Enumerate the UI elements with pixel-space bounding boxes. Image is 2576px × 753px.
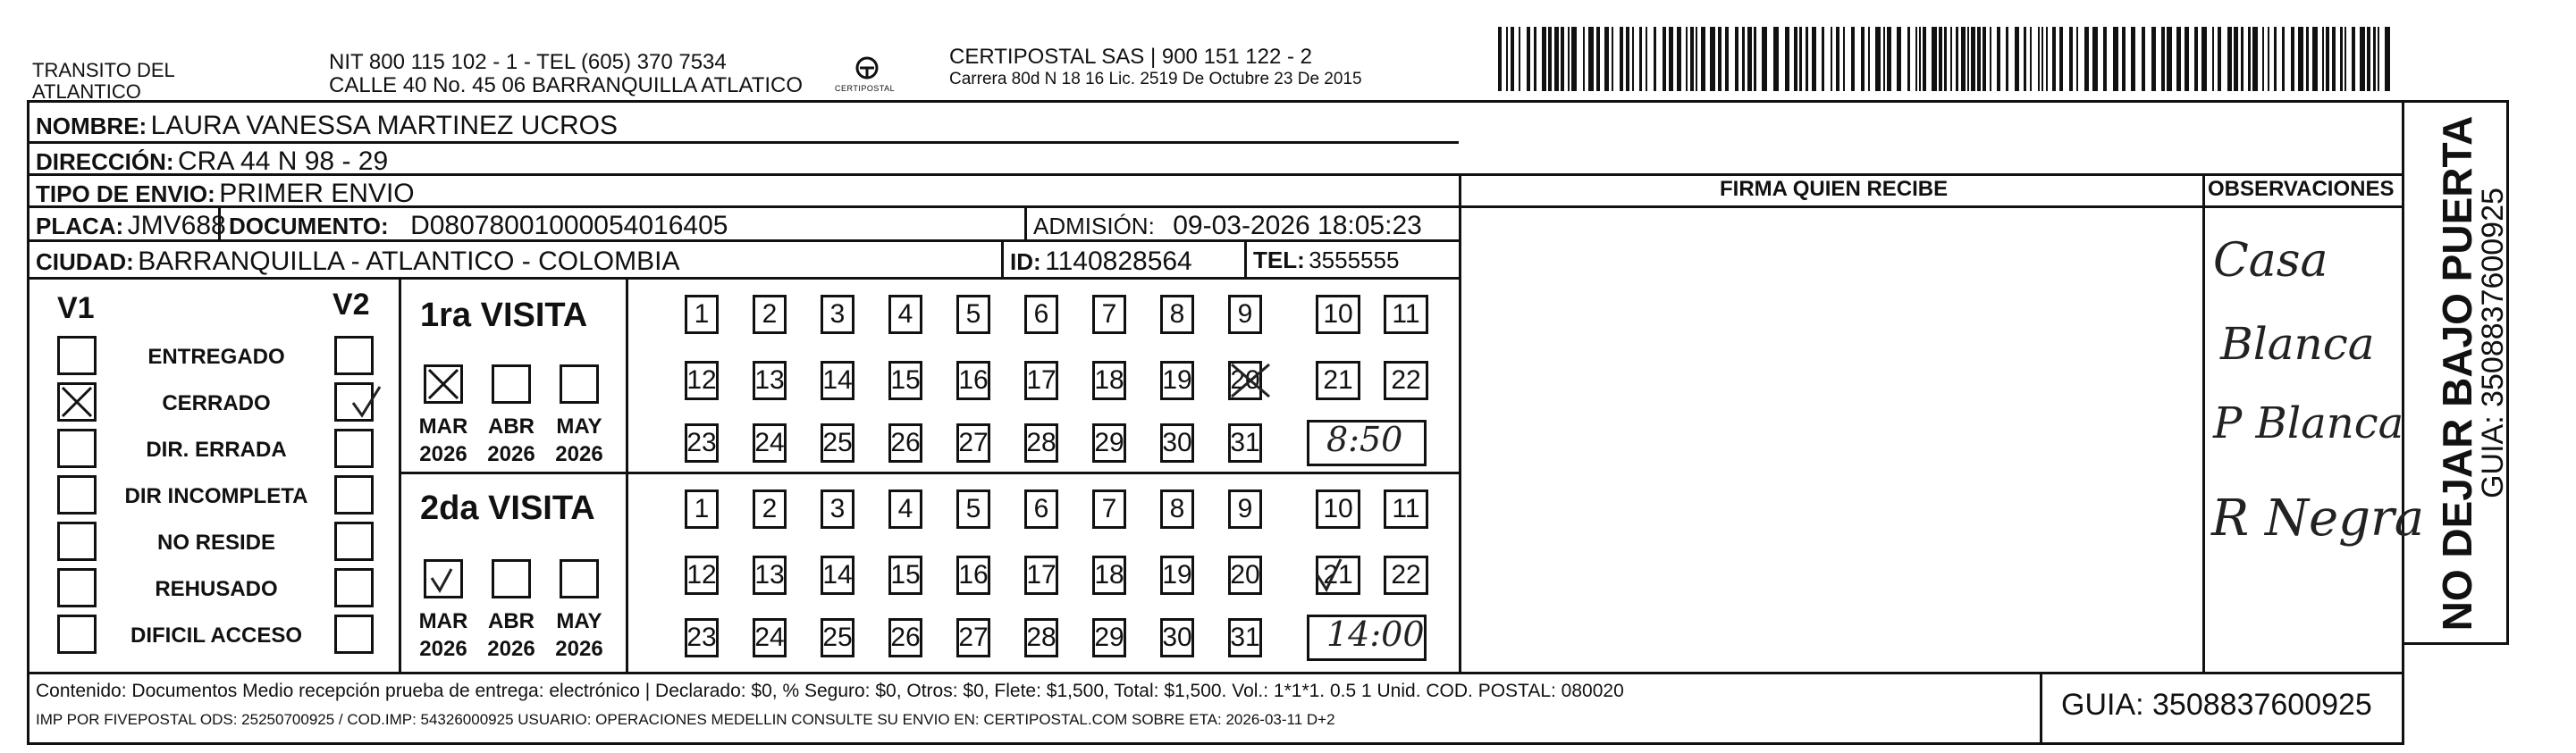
day-box[interactable]: 19: [1160, 556, 1194, 595]
day-box[interactable]: 25: [821, 618, 854, 657]
org-name-line1: TRANSITO DEL: [32, 59, 175, 81]
day-box[interactable]: 5: [956, 295, 990, 334]
day-box[interactable]: 11: [1384, 295, 1428, 334]
v1-checkbox[interactable]: [57, 522, 97, 561]
observation-note-1: Casa: [2213, 234, 2328, 288]
direccion-value: CRA 44 N 98 - 29: [178, 146, 389, 176]
day-box[interactable]: 23: [685, 423, 719, 463]
org-name-line2: ATLANTICO: [32, 80, 141, 103]
month-name: MAR: [418, 414, 468, 439]
day-box[interactable]: 22: [1384, 556, 1428, 595]
documento-label: DOCUMENTO:: [229, 213, 389, 239]
signature-area[interactable]: [1462, 209, 2201, 670]
tel-value: 3555555: [1309, 247, 1400, 273]
placa-row: [36, 211, 226, 241]
day-box[interactable]: 15: [888, 556, 922, 595]
day-box[interactable]: 7: [1092, 295, 1126, 334]
company-name: CERTIPOSTAL SAS | 900 151 122 - 2: [949, 45, 1312, 69]
company-license: Carrera 80d N 18 16 Lic. 2519 De Octubre 23 De 2015: [949, 70, 1362, 88]
day-box[interactable]: 30: [1160, 423, 1194, 463]
month-label: [552, 607, 606, 663]
month-year: 2026: [419, 637, 467, 661]
day-cross-mark: [1228, 361, 1273, 405]
status-option-label: REHUSADO: [155, 577, 278, 601]
footer-guia: GUIA: 3508837600925: [2061, 688, 2372, 722]
day-box[interactable]: 5: [956, 489, 990, 529]
admision-row: [1033, 211, 1422, 241]
v2-checkbox[interactable]: [334, 615, 374, 654]
day-box[interactable]: 20: [1228, 556, 1262, 595]
day-box[interactable]: 13: [753, 361, 787, 400]
day-box[interactable]: 23: [685, 618, 719, 657]
nombre-label: NOMBRE:: [36, 113, 147, 139]
day-box[interactable]: 24: [753, 423, 787, 463]
day-box[interactable]: 15: [888, 361, 922, 400]
v1-checkbox[interactable]: [57, 615, 97, 654]
admision-value: 09-03-2026 18:05:23: [1173, 211, 1422, 240]
footer-contenido: Contenido: Documentos Medio recepción prueba de entrega: electrónico | Declarado: $0, % Seguro: $0, Otros: $0, Flete: $1,500, Total: $1,500. Vol.: 1*1*1. 0.5 1 Unid. COD. POSTAL: 080020: [36, 681, 1624, 701]
day-box[interactable]: 26: [888, 423, 922, 463]
day-box[interactable]: 22: [1384, 361, 1428, 400]
tel-row: [1253, 247, 1399, 274]
visit-time: 8:50: [1326, 420, 1403, 459]
v1-checkbox[interactable]: [57, 336, 97, 375]
day-box[interactable]: 9: [1228, 489, 1262, 529]
month-name: MAY: [556, 609, 602, 633]
day-box[interactable]: 2: [753, 295, 787, 334]
day-box[interactable]: 27: [956, 423, 990, 463]
day-box[interactable]: 16: [956, 361, 990, 400]
month-year: 2026: [419, 442, 467, 466]
nombre-value: LAURA VANESSA MARTINEZ UCROS: [150, 111, 619, 140]
v2-checkbox[interactable]: [334, 429, 374, 468]
v2-checkbox[interactable]: [334, 522, 374, 561]
month-label: [417, 607, 470, 663]
direccion-row: [36, 146, 388, 177]
month-label: [484, 413, 538, 468]
observaciones-label: OBSERVACIONES: [2208, 177, 2395, 201]
tipo-envio-label: TIPO DE ENVIO:: [36, 180, 215, 207]
day-box[interactable]: 14: [821, 361, 854, 400]
day-box[interactable]: 11: [1384, 489, 1428, 529]
day-box[interactable]: 6: [1024, 295, 1058, 334]
day-box[interactable]: 12: [685, 556, 719, 595]
day-box[interactable]: 31: [1228, 423, 1262, 463]
status-option-label: CERRADO: [162, 391, 271, 415]
nit-phone: NIT 800 115 102 - 1 - TEL (605) 370 7534: [329, 50, 727, 74]
day-check-mark: [1316, 556, 1360, 599]
month-checkbox[interactable]: [492, 364, 531, 404]
day-box[interactable]: 9: [1228, 295, 1262, 334]
sender-address: CALLE 40 No. 45 06 BARRANQUILLA ATLATICO: [329, 73, 804, 97]
day-box[interactable]: 18: [1092, 556, 1126, 595]
day-box[interactable]: 6: [1024, 489, 1058, 529]
v2-checkbox[interactable]: [334, 382, 374, 422]
day-box[interactable]: 10: [1316, 295, 1360, 334]
day-box[interactable]: 16: [956, 556, 990, 595]
day-box[interactable]: 28: [1024, 618, 1058, 657]
day-box[interactable]: 12: [685, 361, 719, 400]
admision-label: ADMISIÓN:: [1033, 213, 1155, 239]
id-value: 1140828564: [1045, 247, 1192, 276]
day-box[interactable]: 30: [1160, 618, 1194, 657]
placa-value: JMV688: [127, 211, 226, 240]
month-year: 2026: [555, 637, 603, 661]
documento-row: [229, 211, 728, 241]
v1-checkbox[interactable]: [57, 475, 97, 515]
observation-note-2: Blanca: [2220, 318, 2375, 370]
day-box[interactable]: 19: [1160, 361, 1194, 400]
ciudad-label: CIUDAD:: [36, 248, 134, 275]
day-box[interactable]: 2: [753, 489, 787, 529]
visit-1-title: 1ra VISITA: [420, 297, 588, 334]
tipo-envio-value: PRIMER ENVIO: [219, 179, 415, 208]
visit-time: 14:00: [1326, 615, 1425, 654]
v1-checkbox[interactable]: [57, 568, 97, 607]
status-option-label: DIFICIL ACCESO: [130, 623, 302, 648]
month-name: MAY: [556, 414, 602, 439]
month-label: [484, 607, 538, 663]
tel-label: TEL:: [1253, 247, 1305, 273]
day-box[interactable]: 31: [1228, 618, 1262, 657]
day-box[interactable]: 17: [1024, 556, 1058, 595]
day-box[interactable]: 21: [1316, 361, 1360, 400]
v2-checkbox[interactable]: [334, 336, 374, 375]
month-year: 2026: [487, 442, 535, 466]
logo-text: CERTIPOSTAL: [835, 84, 896, 93]
month-label: [417, 413, 470, 468]
month-name: ABR: [488, 609, 535, 633]
visit-2-title: 2da VISITA: [420, 489, 595, 527]
day-box[interactable]: 10: [1316, 489, 1360, 529]
nombre-row: [36, 111, 618, 141]
id-row: [1010, 247, 1192, 277]
day-box[interactable]: 1: [685, 489, 719, 529]
month-checkbox[interactable]: [560, 364, 599, 404]
month-checkbox[interactable]: [560, 559, 599, 598]
month-name: MAR: [418, 609, 468, 633]
day-box[interactable]: 26: [888, 618, 922, 657]
documento-value: D08078001000054016405: [410, 211, 728, 240]
footer-imp: IMP POR FIVEPOSTAL ODS: 25250700925 / COD.IMP: 54326000925 USUARIO: OPERACIONES MEDELLIN CONSULTE SU ENVIO EN: CERTIPOSTAL.COM SOBRE ETA: 2026-03-11 D+2: [36, 711, 1335, 728]
day-box[interactable]: 29: [1092, 423, 1126, 463]
side-guia-text: GUIA: 3508837600925: [2476, 188, 2510, 498]
barcode: [1498, 27, 2394, 91]
day-box[interactable]: 25: [821, 423, 854, 463]
v2-checkbox[interactable]: [334, 568, 374, 607]
v1-checkbox[interactable]: [57, 382, 97, 422]
day-box[interactable]: 8: [1160, 489, 1194, 529]
day-box[interactable]: 14: [821, 556, 854, 595]
v2-header: V2: [333, 288, 370, 322]
day-box[interactable]: 28: [1024, 423, 1058, 463]
day-box[interactable]: 4: [888, 295, 922, 334]
month-checkbox[interactable]: [424, 559, 463, 598]
month-year: 2026: [487, 637, 535, 661]
day-box[interactable]: 27: [956, 618, 990, 657]
month-name: ABR: [488, 414, 535, 439]
status-option-label: NO RESIDE: [156, 531, 276, 555]
day-box[interactable]: 13: [753, 556, 787, 595]
day-box[interactable]: 7: [1092, 489, 1126, 529]
direccion-label: DIRECCIÓN:: [36, 148, 174, 175]
month-checkbox[interactable]: [424, 364, 463, 404]
month-year: 2026: [555, 442, 603, 466]
status-option-label: ENTREGADO: [147, 345, 285, 369]
status-option-label: DIR INCOMPLETA: [124, 484, 308, 508]
observation-note-3: P Blanca: [2213, 398, 2404, 448]
v1-checkbox[interactable]: [57, 429, 97, 468]
v2-checkbox[interactable]: [334, 475, 374, 515]
day-box[interactable]: 29: [1092, 618, 1126, 657]
v1-header: V1: [57, 291, 95, 325]
tipo-envio-row: [36, 179, 415, 209]
day-box[interactable]: 4: [888, 489, 922, 529]
placa-label: PLACA:: [36, 213, 124, 239]
side-warning-text: NO DEJAR BAJO PUERTA: [2434, 115, 2480, 632]
certipostal-logo: [831, 50, 903, 102]
day-box[interactable]: 1: [685, 295, 719, 334]
day-box[interactable]: 18: [1092, 361, 1126, 400]
ciudad-row: [36, 247, 679, 277]
observation-note-4: R Negra: [2211, 489, 2425, 548]
month-label: [552, 413, 606, 468]
id-label: ID:: [1010, 248, 1041, 275]
day-box[interactable]: 24: [753, 618, 787, 657]
day-box[interactable]: 3: [821, 489, 854, 529]
status-option-label: DIR. ERRADA: [146, 438, 287, 462]
ciudad-value: BARRANQUILLA - ATLANTICO - COLOMBIA: [138, 247, 680, 276]
day-box[interactable]: 20: [1228, 361, 1262, 400]
firma-label: FIRMA QUIEN RECIBE: [1720, 177, 1949, 201]
day-box[interactable]: 8: [1160, 295, 1194, 334]
month-checkbox[interactable]: [492, 559, 531, 598]
day-box[interactable]: 17: [1024, 361, 1058, 400]
day-box[interactable]: 21: [1316, 556, 1360, 595]
day-box[interactable]: 3: [821, 295, 854, 334]
